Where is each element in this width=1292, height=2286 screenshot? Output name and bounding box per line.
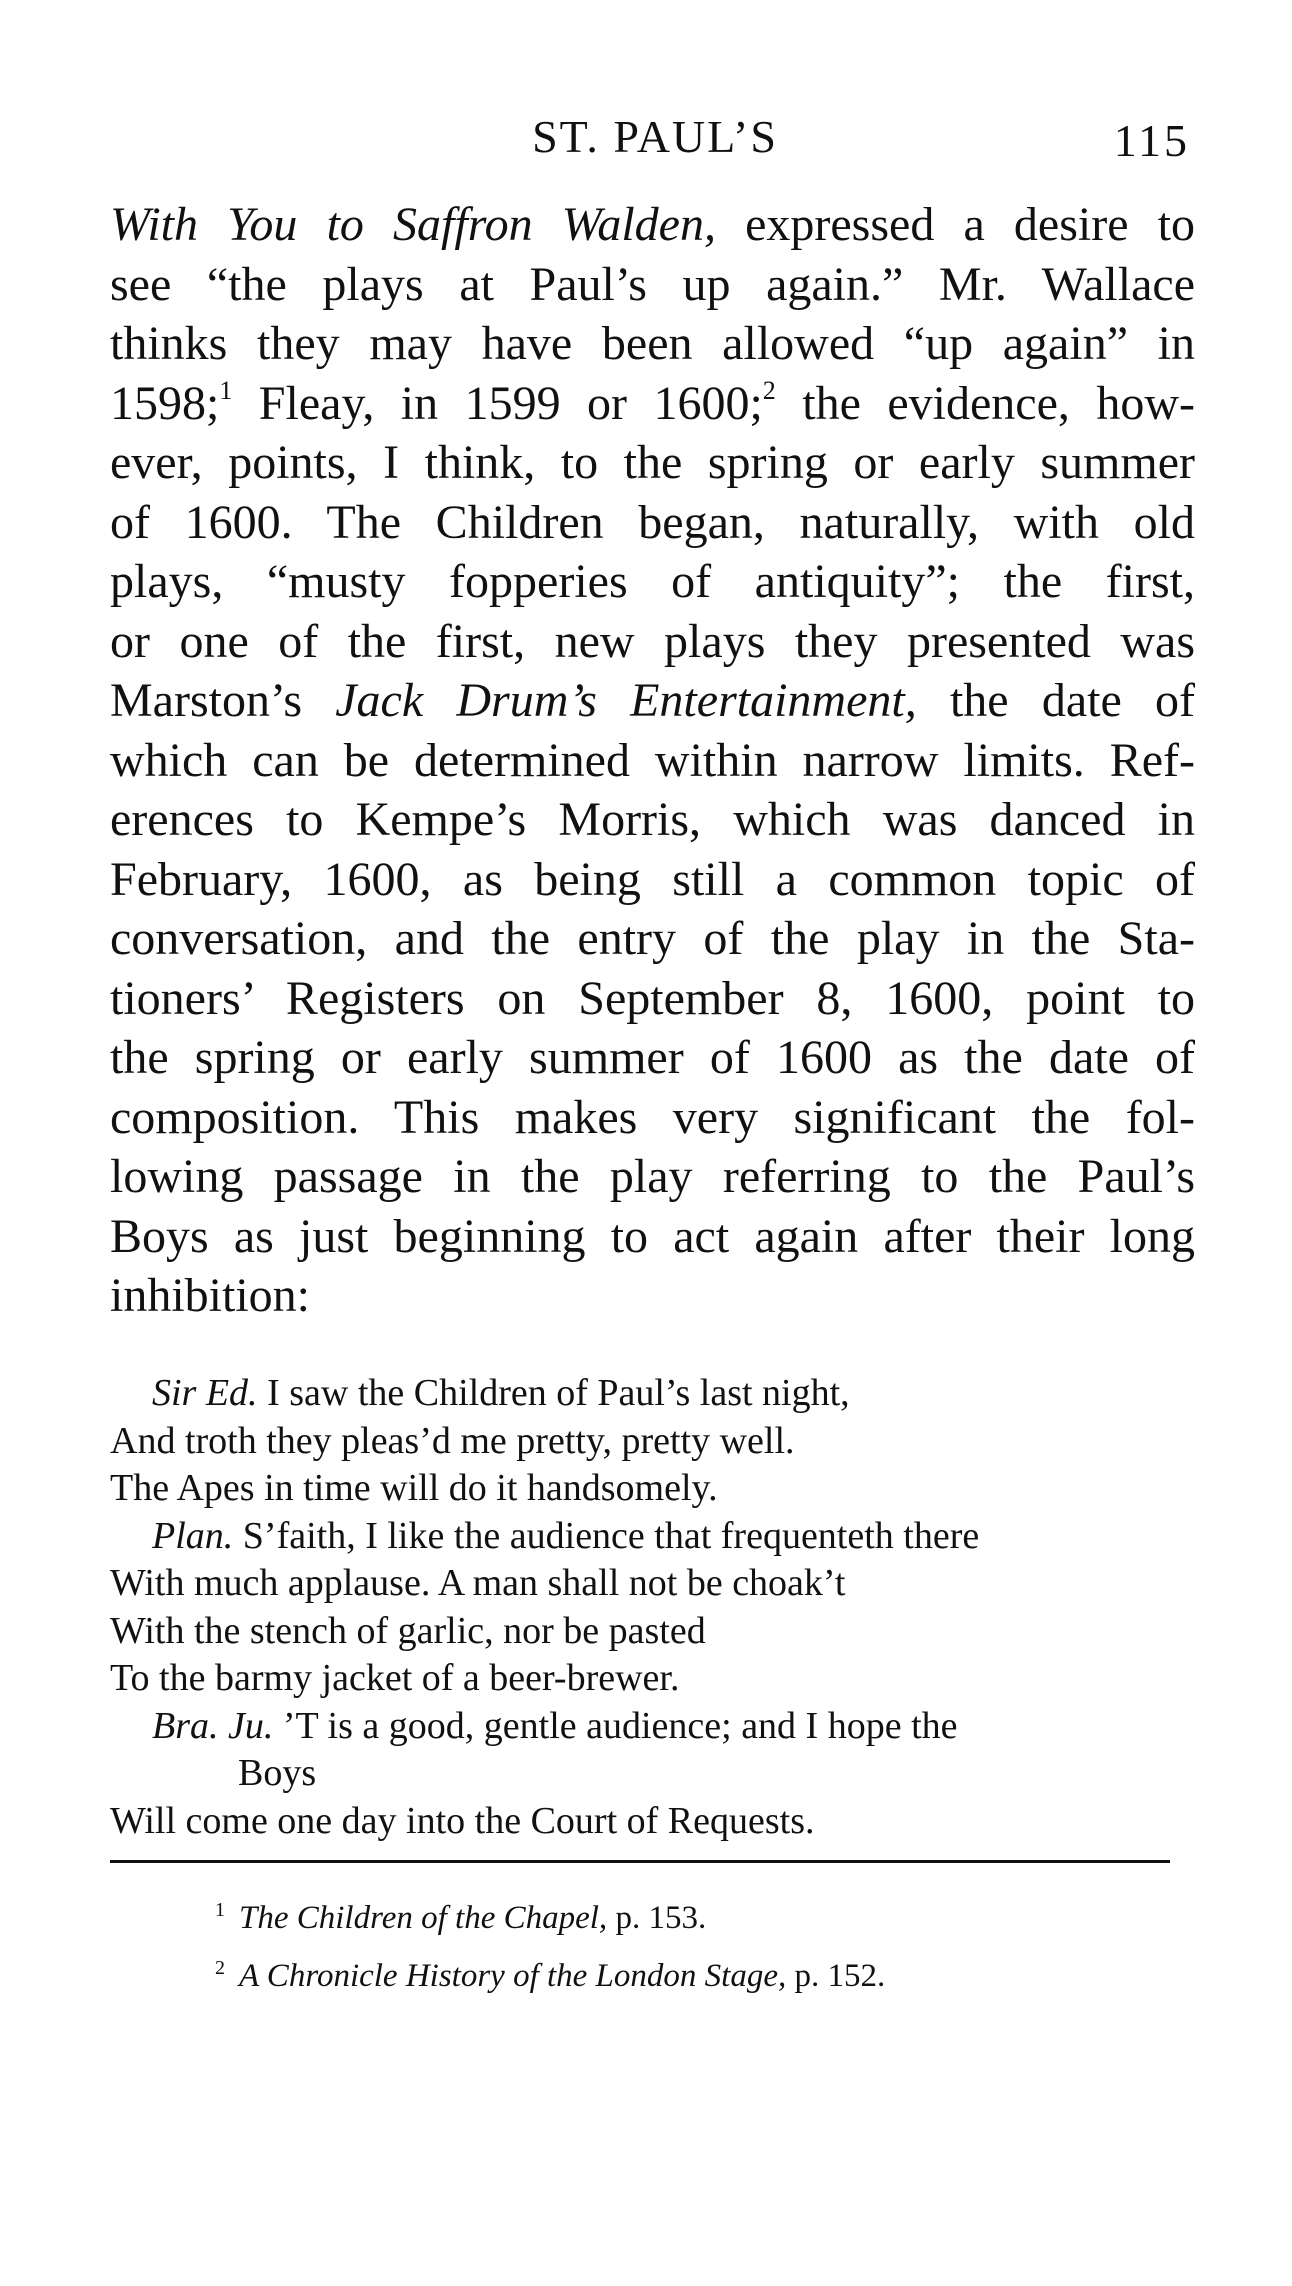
body-line-6: of 1600. The Children began, naturally, with old — [110, 495, 1195, 549]
footnote-title: The Children of the Chapel, — [239, 1900, 608, 1936]
verse-line-7: To the barmy jacket of a beer-brewer. — [110, 1657, 680, 1699]
body-line-7: plays, “musty fopperies of antiquity”; the first, — [110, 555, 1195, 608]
book-title-saffron-walden: With You to Saffron Walden, — [110, 198, 716, 251]
body-line-13: conversation, and the entry of the play in the Sta- — [110, 912, 1195, 965]
speaker-name: Bra. Ju. — [152, 1704, 274, 1747]
body-line-5: ever, points, I think, to the spring or early summer — [110, 436, 1195, 489]
footnotes — [215, 1885, 885, 2001]
body-paragraph — [110, 195, 1195, 1326]
footnote-marker: 1 — [215, 1899, 225, 1921]
footnote-1: $^1$ The Children of the Chapel, p. 153. — [215, 1899, 707, 1936]
verse-line-10: Will come one day into the Court of Requests. — [110, 1799, 815, 1842]
verse-line-2: And troth they pleas’d me pretty, pretty well. — [110, 1419, 795, 1462]
footnote-2: $^2$ A Chronicle History of the London Stage, p. 152. — [215, 1957, 886, 1994]
speaker-name: Plan. — [152, 1514, 234, 1557]
body-line-8: or one of the first, new plays they presented was — [110, 614, 1195, 668]
body-line-15: the spring or early summer of 1600 as the date of — [110, 1031, 1195, 1084]
speaker-name: Sir Ed. — [152, 1372, 258, 1414]
body-line-3: thinks they may have been allowed “up again” in — [110, 317, 1195, 370]
verse-line-6: With the stench of garlic, nor be pasted — [110, 1609, 706, 1652]
body-line-16: composition. This makes very significant the fol- — [110, 1090, 1195, 1144]
running-title: ST. PAUL’S — [532, 111, 778, 162]
body-line-18: Boys as just beginning to act again after their long — [110, 1209, 1195, 1263]
verse-line-5: With much applause. A man shall not be choak’t — [110, 1562, 846, 1604]
body-line-12: February, 1600, as being still a common topic of — [110, 852, 1195, 906]
running-head — [110, 110, 1200, 170]
verse-line-1: Sir Ed. I saw the Children of Paul’s last night, — [152, 1372, 850, 1414]
verse-line-3: The Apes in time will do it handsomely. — [110, 1467, 718, 1509]
footnote-title: A Chronicle History of the London Stage, — [239, 1958, 787, 1994]
body-line-4: 1598;$^1$ Fleay, in 1599 or 1600;$^2$ the evidence, how- — [110, 375, 1195, 430]
page-number: 115 — [1113, 115, 1190, 166]
footnote-ref-1: 1 — [219, 375, 233, 405]
footnote-ref-2: 2 — [762, 375, 776, 405]
body-line-1: With You to Saffron Walden, expressed a desire to — [110, 198, 1195, 251]
body-line-10: which can be determined within narrow limits. Ref- — [110, 733, 1195, 787]
verse-line-4: Plan. S’faith, I like the audience that frequenteth there — [152, 1514, 980, 1557]
verse-line-9: Boys — [238, 1752, 317, 1794]
footnote-divider — [110, 1860, 1170, 1863]
verse-quotation — [110, 1370, 1200, 1845]
body-line-14: tioners’ Registers on September 8, 1600, point to — [110, 971, 1195, 1025]
body-line-9: Marston’s Jack Drum’s Entertainment, the date of — [110, 674, 1195, 727]
body-line-17: lowing passage in the play referring to the Paul’s — [110, 1150, 1195, 1203]
footnote-marker: 2 — [215, 1957, 225, 1979]
body-line-11: erences to Kempe’s Morris, which was danced in — [110, 793, 1195, 846]
verse-line-8: Bra. Ju. ’T is a good, gentle audience; and I hope the — [152, 1704, 958, 1747]
play-title-jack-drum: Jack Drum’s Entertainment, — [335, 674, 917, 727]
body-line-19: inhibition: — [110, 1269, 311, 1322]
body-line-2: see “the plays at Paul’s up again.” Mr. Wallace — [110, 257, 1195, 311]
